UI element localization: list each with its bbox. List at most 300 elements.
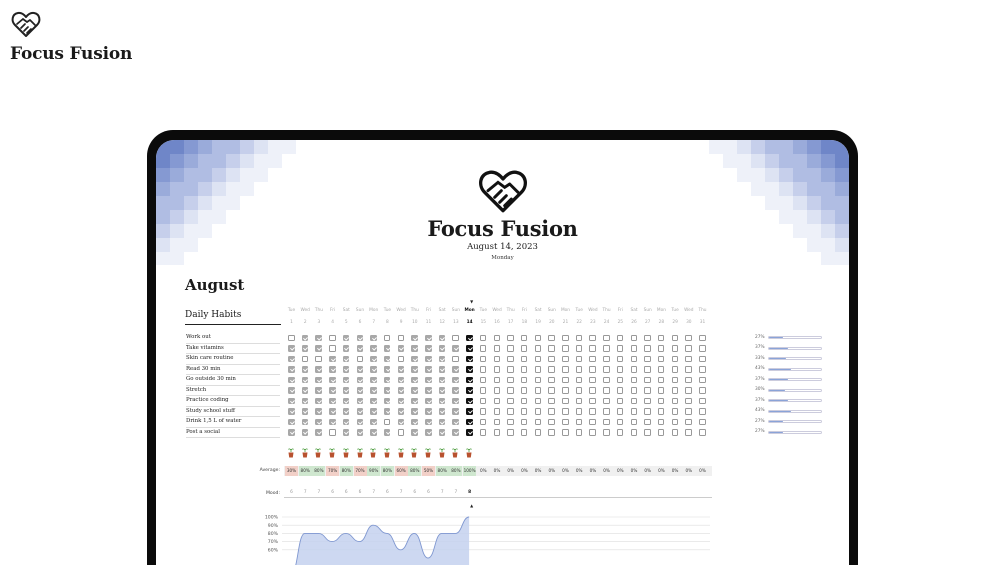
mood-value[interactable]: 6	[386, 490, 389, 495]
habit-checkbox[interactable]	[507, 377, 514, 384]
habit-checkbox[interactable]	[617, 408, 624, 415]
habit-checkbox[interactable]	[658, 387, 665, 394]
habit-checkbox[interactable]	[672, 366, 679, 373]
habit-checkbox[interactable]	[699, 356, 706, 363]
mood-value[interactable]: 6	[344, 490, 348, 495]
habit-checkbox[interactable]	[576, 408, 583, 415]
habit-checkbox[interactable]	[548, 366, 555, 373]
habit-checkbox[interactable]	[562, 398, 569, 405]
habit-checkbox[interactable]	[343, 377, 350, 384]
habit-checkbox[interactable]	[617, 345, 624, 352]
habit-checkbox[interactable]	[644, 345, 651, 352]
habit-checkbox[interactable]	[329, 419, 336, 426]
habit-checkbox[interactable]	[589, 366, 596, 373]
habit-checkbox[interactable]	[507, 419, 514, 426]
habit-checkbox[interactable]	[411, 398, 418, 405]
mood-value[interactable]: 7	[317, 490, 321, 495]
habit-checkbox[interactable]	[439, 366, 446, 373]
habit-checkbox[interactable]	[507, 398, 514, 405]
habit-checkbox[interactable]	[658, 345, 665, 352]
habit-checkbox[interactable]	[480, 398, 487, 405]
habit-checkbox[interactable]	[644, 366, 651, 373]
habit-checkbox[interactable]	[494, 398, 501, 405]
habit-checkbox[interactable]	[521, 398, 528, 405]
habit-checkbox[interactable]	[685, 335, 692, 342]
habit-checkbox[interactable]	[288, 398, 295, 405]
habit-checkbox[interactable]	[452, 345, 459, 352]
habit-checkbox[interactable]	[535, 345, 542, 352]
habit-checkbox[interactable]	[302, 398, 309, 405]
habit-checkbox[interactable]	[452, 356, 459, 363]
habit-checkbox[interactable]	[315, 366, 322, 373]
habit-checkbox[interactable]	[603, 408, 610, 415]
habit-checkbox[interactable]	[603, 345, 610, 352]
habit-checkbox[interactable]	[521, 408, 528, 415]
habit-checkbox[interactable]	[425, 419, 432, 426]
habit-checkbox[interactable]	[685, 398, 692, 405]
habit-checkbox[interactable]	[439, 356, 446, 363]
habit-checkbox[interactable]	[521, 377, 528, 384]
habit-checkbox[interactable]	[439, 398, 446, 405]
habit-checkbox[interactable]	[699, 408, 706, 415]
habit-checkbox[interactable]	[562, 387, 569, 394]
mood-value[interactable]: 6	[331, 490, 334, 495]
habit-checkbox[interactable]	[398, 387, 405, 394]
habit-checkbox[interactable]	[603, 387, 610, 394]
habit-checkbox[interactable]	[466, 408, 473, 415]
habit-checkbox[interactable]	[466, 356, 473, 363]
habit-checkbox[interactable]	[466, 398, 473, 405]
habit-checkbox[interactable]	[439, 419, 446, 426]
habit-checkbox[interactable]	[384, 429, 391, 436]
habit-checkbox[interactable]	[603, 335, 610, 342]
habit-checkbox[interactable]	[658, 377, 665, 384]
habit-checkbox[interactable]	[699, 398, 706, 405]
habit-checkbox[interactable]	[576, 335, 583, 342]
habit-checkbox[interactable]	[343, 366, 350, 373]
habit-checkbox[interactable]	[480, 429, 487, 436]
habit-checkbox[interactable]	[370, 398, 377, 405]
habit-checkbox[interactable]	[699, 429, 706, 436]
habit-checkbox[interactable]	[658, 356, 665, 363]
habit-checkbox[interactable]	[699, 377, 706, 384]
habit-checkbox[interactable]	[672, 335, 679, 342]
habit-checkbox[interactable]	[302, 387, 309, 394]
habit-checkbox[interactable]	[685, 408, 692, 415]
habit-checkbox[interactable]	[631, 408, 638, 415]
mood-value[interactable]: 6	[358, 490, 362, 495]
habit-checkbox[interactable]	[315, 419, 322, 426]
habit-checkbox[interactable]	[644, 408, 651, 415]
habit-checkbox[interactable]	[562, 377, 569, 384]
mood-value[interactable]: 7	[303, 490, 307, 495]
habit-checkbox[interactable]	[494, 335, 501, 342]
habit-checkbox[interactable]	[617, 419, 624, 426]
habit-checkbox[interactable]	[494, 377, 501, 384]
habit-checkbox[interactable]	[329, 335, 336, 342]
habit-checkbox[interactable]	[357, 345, 364, 352]
habit-checkbox[interactable]	[521, 356, 528, 363]
habit-checkbox[interactable]	[315, 398, 322, 405]
habit-checkbox[interactable]	[357, 335, 364, 342]
habit-checkbox[interactable]	[411, 377, 418, 384]
habit-checkbox[interactable]	[329, 429, 336, 436]
habit-checkbox[interactable]	[589, 398, 596, 405]
habit-checkbox[interactable]	[425, 356, 432, 363]
habit-checkbox[interactable]	[631, 335, 638, 342]
habit-checkbox[interactable]	[507, 366, 514, 373]
habit-checkbox[interactable]	[398, 429, 405, 436]
habit-checkbox[interactable]	[589, 345, 596, 352]
habit-checkbox[interactable]	[576, 377, 583, 384]
habit-checkbox[interactable]	[507, 429, 514, 436]
habit-checkbox[interactable]	[699, 335, 706, 342]
habit-checkbox[interactable]	[589, 377, 596, 384]
habit-checkbox[interactable]	[644, 398, 651, 405]
habit-checkbox[interactable]	[411, 356, 418, 363]
habit-checkbox[interactable]	[672, 408, 679, 415]
habit-checkbox[interactable]	[384, 387, 391, 394]
habit-checkbox[interactable]	[370, 387, 377, 394]
habit-checkbox[interactable]	[329, 345, 336, 352]
habit-checkbox[interactable]	[521, 429, 528, 436]
habit-checkbox[interactable]	[425, 335, 432, 342]
habit-checkbox[interactable]	[343, 408, 350, 415]
habit-checkbox[interactable]	[480, 419, 487, 426]
habit-checkbox[interactable]	[480, 408, 487, 415]
habit-checkbox[interactable]	[343, 356, 350, 363]
habit-checkbox[interactable]	[494, 387, 501, 394]
habit-checkbox[interactable]	[425, 398, 432, 405]
habit-checkbox[interactable]	[370, 377, 377, 384]
habit-checkbox[interactable]	[521, 387, 528, 394]
habit-checkbox[interactable]	[411, 408, 418, 415]
habit-checkbox[interactable]	[535, 429, 542, 436]
habit-checkbox[interactable]	[439, 377, 446, 384]
habit-checkbox[interactable]	[658, 366, 665, 373]
habit-checkbox[interactable]	[452, 429, 459, 436]
habit-checkbox[interactable]	[644, 335, 651, 342]
habit-checkbox[interactable]	[357, 419, 364, 426]
habit-checkbox[interactable]	[603, 356, 610, 363]
mood-value[interactable]: 6	[413, 490, 417, 495]
habit-checkbox[interactable]	[384, 345, 391, 352]
habit-checkbox[interactable]	[685, 345, 692, 352]
mood-value[interactable]: 7	[399, 490, 403, 495]
habit-checkbox[interactable]	[384, 408, 391, 415]
habit-checkbox[interactable]	[384, 356, 391, 363]
habit-checkbox[interactable]	[288, 429, 295, 436]
habit-checkbox[interactable]	[384, 398, 391, 405]
habit-checkbox[interactable]	[398, 419, 405, 426]
habit-checkbox[interactable]	[699, 345, 706, 352]
habit-checkbox[interactable]	[589, 335, 596, 342]
habit-checkbox[interactable]	[576, 429, 583, 436]
habit-checkbox[interactable]	[452, 366, 459, 373]
habit-checkbox[interactable]	[452, 408, 459, 415]
habit-checkbox[interactable]	[466, 387, 473, 394]
habit-checkbox[interactable]	[685, 377, 692, 384]
habit-checkbox[interactable]	[480, 345, 487, 352]
habit-checkbox[interactable]	[562, 408, 569, 415]
habit-checkbox[interactable]	[603, 366, 610, 373]
habit-checkbox[interactable]	[576, 387, 583, 394]
habit-checkbox[interactable]	[302, 429, 309, 436]
mood-value[interactable]: 8	[468, 490, 472, 495]
habit-checkbox[interactable]	[398, 356, 405, 363]
habit-checkbox[interactable]	[370, 408, 377, 415]
habit-checkbox[interactable]	[617, 356, 624, 363]
habit-checkbox[interactable]	[658, 429, 665, 436]
habit-checkbox[interactable]	[315, 387, 322, 394]
habit-checkbox[interactable]	[302, 356, 309, 363]
habit-checkbox[interactable]	[589, 429, 596, 436]
habit-checkbox[interactable]	[658, 408, 665, 415]
habit-checkbox[interactable]	[576, 366, 583, 373]
habit-checkbox[interactable]	[631, 429, 638, 436]
habit-checkbox[interactable]	[548, 356, 555, 363]
habit-checkbox[interactable]	[411, 429, 418, 436]
habit-checkbox[interactable]	[617, 335, 624, 342]
habit-checkbox[interactable]	[603, 377, 610, 384]
habit-checkbox[interactable]	[562, 356, 569, 363]
habit-checkbox[interactable]	[699, 419, 706, 426]
habit-checkbox[interactable]	[507, 356, 514, 363]
habit-checkbox[interactable]	[631, 387, 638, 394]
habit-checkbox[interactable]	[425, 345, 432, 352]
habit-checkbox[interactable]	[480, 387, 487, 394]
habit-checkbox[interactable]	[329, 366, 336, 373]
habit-checkbox[interactable]	[302, 408, 309, 415]
habit-checkbox[interactable]	[631, 345, 638, 352]
habit-checkbox[interactable]	[521, 335, 528, 342]
habit-checkbox[interactable]	[685, 356, 692, 363]
habit-checkbox[interactable]	[548, 377, 555, 384]
mood-value[interactable]: 7	[372, 490, 376, 495]
habit-checkbox[interactable]	[439, 408, 446, 415]
habit-checkbox[interactable]	[603, 429, 610, 436]
habit-checkbox[interactable]	[617, 429, 624, 436]
habit-checkbox[interactable]	[329, 387, 336, 394]
habit-checkbox[interactable]	[672, 387, 679, 394]
habit-checkbox[interactable]	[288, 366, 295, 373]
habit-checkbox[interactable]	[685, 429, 692, 436]
habit-checkbox[interactable]	[589, 356, 596, 363]
habit-checkbox[interactable]	[535, 366, 542, 373]
habit-checkbox[interactable]	[357, 429, 364, 436]
habit-checkbox[interactable]	[494, 366, 501, 373]
habit-checkbox[interactable]	[576, 398, 583, 405]
habit-checkbox[interactable]	[685, 366, 692, 373]
habit-checkbox[interactable]	[466, 419, 473, 426]
habit-checkbox[interactable]	[494, 429, 501, 436]
habit-checkbox[interactable]	[685, 387, 692, 394]
habit-checkbox[interactable]	[548, 429, 555, 436]
habit-checkbox[interactable]	[631, 419, 638, 426]
habit-checkbox[interactable]	[535, 398, 542, 405]
habit-checkbox[interactable]	[384, 419, 391, 426]
habit-checkbox[interactable]	[329, 377, 336, 384]
habit-checkbox[interactable]	[548, 419, 555, 426]
habit-checkbox[interactable]	[357, 377, 364, 384]
habit-checkbox[interactable]	[521, 345, 528, 352]
habit-checkbox[interactable]	[302, 419, 309, 426]
habit-checkbox[interactable]	[631, 366, 638, 373]
habit-checkbox[interactable]	[548, 335, 555, 342]
habit-checkbox[interactable]	[603, 398, 610, 405]
habit-checkbox[interactable]	[521, 419, 528, 426]
habit-checkbox[interactable]	[357, 366, 364, 373]
habit-checkbox[interactable]	[466, 335, 473, 342]
habit-checkbox[interactable]	[288, 419, 295, 426]
habit-checkbox[interactable]	[576, 345, 583, 352]
habit-checkbox[interactable]	[439, 345, 446, 352]
habit-checkbox[interactable]	[398, 377, 405, 384]
habit-checkbox[interactable]	[288, 335, 295, 342]
habit-checkbox[interactable]	[302, 377, 309, 384]
habit-checkbox[interactable]	[672, 429, 679, 436]
habit-checkbox[interactable]	[644, 377, 651, 384]
habit-checkbox[interactable]	[589, 387, 596, 394]
habit-checkbox[interactable]	[357, 408, 364, 415]
habit-checkbox[interactable]	[288, 387, 295, 394]
habit-checkbox[interactable]	[644, 356, 651, 363]
mood-value[interactable]: 6	[290, 490, 293, 495]
habit-checkbox[interactable]	[562, 419, 569, 426]
habit-checkbox[interactable]	[644, 429, 651, 436]
habit-checkbox[interactable]	[658, 398, 665, 405]
habit-checkbox[interactable]	[452, 387, 459, 394]
habit-checkbox[interactable]	[329, 356, 336, 363]
habit-checkbox[interactable]	[562, 335, 569, 342]
habit-checkbox[interactable]	[535, 356, 542, 363]
habit-checkbox[interactable]	[425, 408, 432, 415]
habit-checkbox[interactable]	[452, 398, 459, 405]
habit-checkbox[interactable]	[617, 377, 624, 384]
habit-checkbox[interactable]	[507, 408, 514, 415]
habit-checkbox[interactable]	[644, 419, 651, 426]
habit-checkbox[interactable]	[384, 377, 391, 384]
habit-checkbox[interactable]	[398, 408, 405, 415]
habit-checkbox[interactable]	[315, 335, 322, 342]
habit-checkbox[interactable]	[315, 377, 322, 384]
habit-checkbox[interactable]	[315, 356, 322, 363]
habit-checkbox[interactable]	[411, 345, 418, 352]
habit-checkbox[interactable]	[357, 398, 364, 405]
habit-checkbox[interactable]	[370, 335, 377, 342]
habit-checkbox[interactable]	[288, 408, 295, 415]
habit-checkbox[interactable]	[576, 356, 583, 363]
habit-checkbox[interactable]	[343, 429, 350, 436]
mood-value[interactable]: 7	[440, 490, 444, 495]
habit-checkbox[interactable]	[672, 419, 679, 426]
habit-checkbox[interactable]	[439, 429, 446, 436]
habit-checkbox[interactable]	[548, 398, 555, 405]
habit-checkbox[interactable]	[480, 366, 487, 373]
habit-checkbox[interactable]	[535, 387, 542, 394]
habit-checkbox[interactable]	[480, 356, 487, 363]
habit-checkbox[interactable]	[466, 345, 473, 352]
habit-checkbox[interactable]	[494, 419, 501, 426]
habit-checkbox[interactable]	[494, 356, 501, 363]
habit-checkbox[interactable]	[672, 356, 679, 363]
habit-checkbox[interactable]	[370, 419, 377, 426]
habit-checkbox[interactable]	[302, 345, 309, 352]
habit-checkbox[interactable]	[357, 356, 364, 363]
habit-checkbox[interactable]	[384, 366, 391, 373]
habit-checkbox[interactable]	[398, 335, 405, 342]
habit-checkbox[interactable]	[589, 408, 596, 415]
habit-checkbox[interactable]	[452, 419, 459, 426]
habit-checkbox[interactable]	[343, 419, 350, 426]
habit-checkbox[interactable]	[315, 345, 322, 352]
habit-checkbox[interactable]	[521, 366, 528, 373]
habit-checkbox[interactable]	[288, 345, 295, 352]
habit-checkbox[interactable]	[288, 356, 295, 363]
habit-checkbox[interactable]	[617, 366, 624, 373]
habit-checkbox[interactable]	[535, 335, 542, 342]
habit-checkbox[interactable]	[411, 419, 418, 426]
habit-checkbox[interactable]	[370, 345, 377, 352]
habit-checkbox[interactable]	[562, 366, 569, 373]
habit-checkbox[interactable]	[398, 398, 405, 405]
habit-checkbox[interactable]	[699, 387, 706, 394]
habit-checkbox[interactable]	[535, 377, 542, 384]
habit-checkbox[interactable]	[343, 345, 350, 352]
habit-checkbox[interactable]	[494, 345, 501, 352]
habit-checkbox[interactable]	[617, 398, 624, 405]
habit-checkbox[interactable]	[411, 387, 418, 394]
habit-checkbox[interactable]	[302, 335, 309, 342]
habit-checkbox[interactable]	[315, 429, 322, 436]
habit-checkbox[interactable]	[644, 387, 651, 394]
habit-checkbox[interactable]	[452, 377, 459, 384]
habit-checkbox[interactable]	[452, 335, 459, 342]
habit-checkbox[interactable]	[658, 419, 665, 426]
habit-checkbox[interactable]	[672, 377, 679, 384]
habit-checkbox[interactable]	[535, 408, 542, 415]
habit-checkbox[interactable]	[672, 398, 679, 405]
habit-checkbox[interactable]	[507, 335, 514, 342]
habit-checkbox[interactable]	[315, 408, 322, 415]
habit-checkbox[interactable]	[370, 366, 377, 373]
habit-checkbox[interactable]	[548, 408, 555, 415]
habit-checkbox[interactable]	[548, 345, 555, 352]
habit-checkbox[interactable]	[302, 366, 309, 373]
habit-checkbox[interactable]	[631, 398, 638, 405]
habit-checkbox[interactable]	[329, 408, 336, 415]
habit-checkbox[interactable]	[370, 429, 377, 436]
habit-checkbox[interactable]	[631, 377, 638, 384]
habit-checkbox[interactable]	[425, 366, 432, 373]
mood-value[interactable]: 6	[427, 490, 430, 495]
habit-checkbox[interactable]	[343, 387, 350, 394]
habit-checkbox[interactable]	[411, 335, 418, 342]
habit-checkbox[interactable]	[466, 429, 473, 436]
habit-checkbox[interactable]	[548, 387, 555, 394]
habit-checkbox[interactable]	[343, 335, 350, 342]
habit-checkbox[interactable]	[466, 377, 473, 384]
habit-checkbox[interactable]	[631, 356, 638, 363]
habit-checkbox[interactable]	[535, 419, 542, 426]
habit-checkbox[interactable]	[507, 345, 514, 352]
habit-checkbox[interactable]	[384, 335, 391, 342]
habit-checkbox[interactable]	[425, 429, 432, 436]
habit-checkbox[interactable]	[576, 419, 583, 426]
habit-checkbox[interactable]	[370, 356, 377, 363]
habit-checkbox[interactable]	[288, 377, 295, 384]
habit-checkbox[interactable]	[672, 345, 679, 352]
